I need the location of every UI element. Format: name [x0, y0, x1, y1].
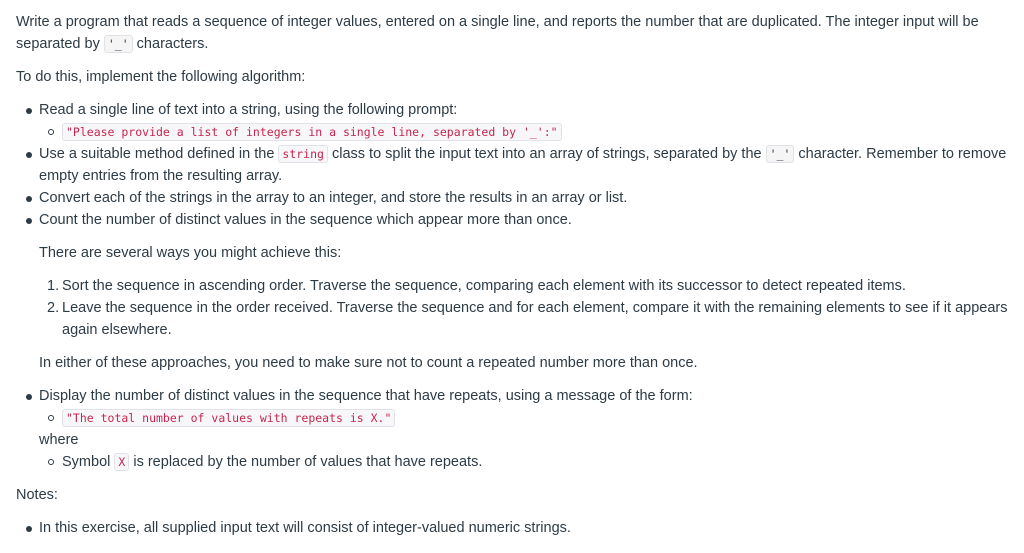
count-caveat: In either of these approaches, you need to make sure not to count a repeated number more than once. [39, 355, 698, 371]
step-read-text: Read a single line of text into a string, using the following prompt: [39, 102, 458, 118]
way-item [39, 297, 1016, 341]
step-display-text: Display the number of distinct values in the sequence that have repeats, using a message of the form: [39, 388, 693, 404]
symbol-list [39, 451, 1016, 473]
symbol-code: X [114, 453, 129, 471]
symbol-item [39, 451, 1016, 473]
notes-list [16, 517, 1016, 539]
notes-heading: Notes: [16, 487, 58, 503]
split-separator-code: '_' [766, 145, 795, 163]
separator-code: '_' [104, 35, 133, 53]
prompt-code: "Please provide a list of integers in a single line, separated by '_':" [62, 123, 562, 141]
step-split [16, 143, 1016, 187]
ways-intro: There are several ways you might achieve this: [39, 245, 342, 261]
step-split-text-2: class to split the input text into an array of strings, separated by the [327, 146, 766, 162]
assignment-document [16, 11, 1016, 539]
message-code: "The total number of values with repeats is X." [62, 409, 395, 427]
step-count-text: Count the number of distinct values in the sequence which appear more than once. [39, 212, 572, 228]
step-display [16, 385, 1016, 473]
message-item [39, 407, 1016, 429]
way-item [39, 275, 1016, 297]
intro-paragraph [16, 11, 1006, 55]
way-text: Leave the sequence in the order received. Traverse the sequence and for each element, compare it with the remaining elements to see if it appears again elsewhere. [62, 300, 1008, 338]
way-number: 2. [47, 300, 60, 316]
prompt-item [39, 121, 1016, 143]
step-read [16, 99, 1016, 143]
way-text: Sort the sequence in ascending order. Traverse the sequence, comparing each element with its successor to detect repeated items. [62, 278, 906, 294]
algorithm-steps [16, 99, 1016, 473]
string-class-code: string [278, 145, 328, 163]
step-split-text-3: character. Remember to remove empty entries from the resulting array. [39, 146, 1007, 184]
algorithm-intro: To do this, implement the following algorithm: [16, 69, 306, 85]
note-item [16, 517, 1016, 539]
message-list [39, 407, 1016, 429]
way-number: 1. [47, 278, 60, 294]
ways-list [39, 275, 1016, 341]
symbol-text-end: is replaced by the number of values that have repeats. [129, 454, 483, 470]
step-convert [16, 187, 1016, 209]
symbol-text: Symbol [62, 454, 115, 470]
prompt-list [39, 121, 1016, 143]
where-text: where [39, 432, 79, 448]
intro-text: Write a program that reads a sequence of integer values, entered on a single line, and reports the number that are duplicated. The integer input will be separated by [16, 14, 979, 52]
step-convert-text: Convert each of the strings in the array to an integer, and store the results in an array or list. [39, 190, 628, 206]
note-text: In this exercise, all supplied input text will consist of integer-valued numeric strings. [39, 520, 571, 536]
step-split-text: Use a suitable method defined in the [39, 146, 279, 162]
step-count [16, 209, 1016, 374]
intro-text-end: characters. [132, 36, 209, 52]
